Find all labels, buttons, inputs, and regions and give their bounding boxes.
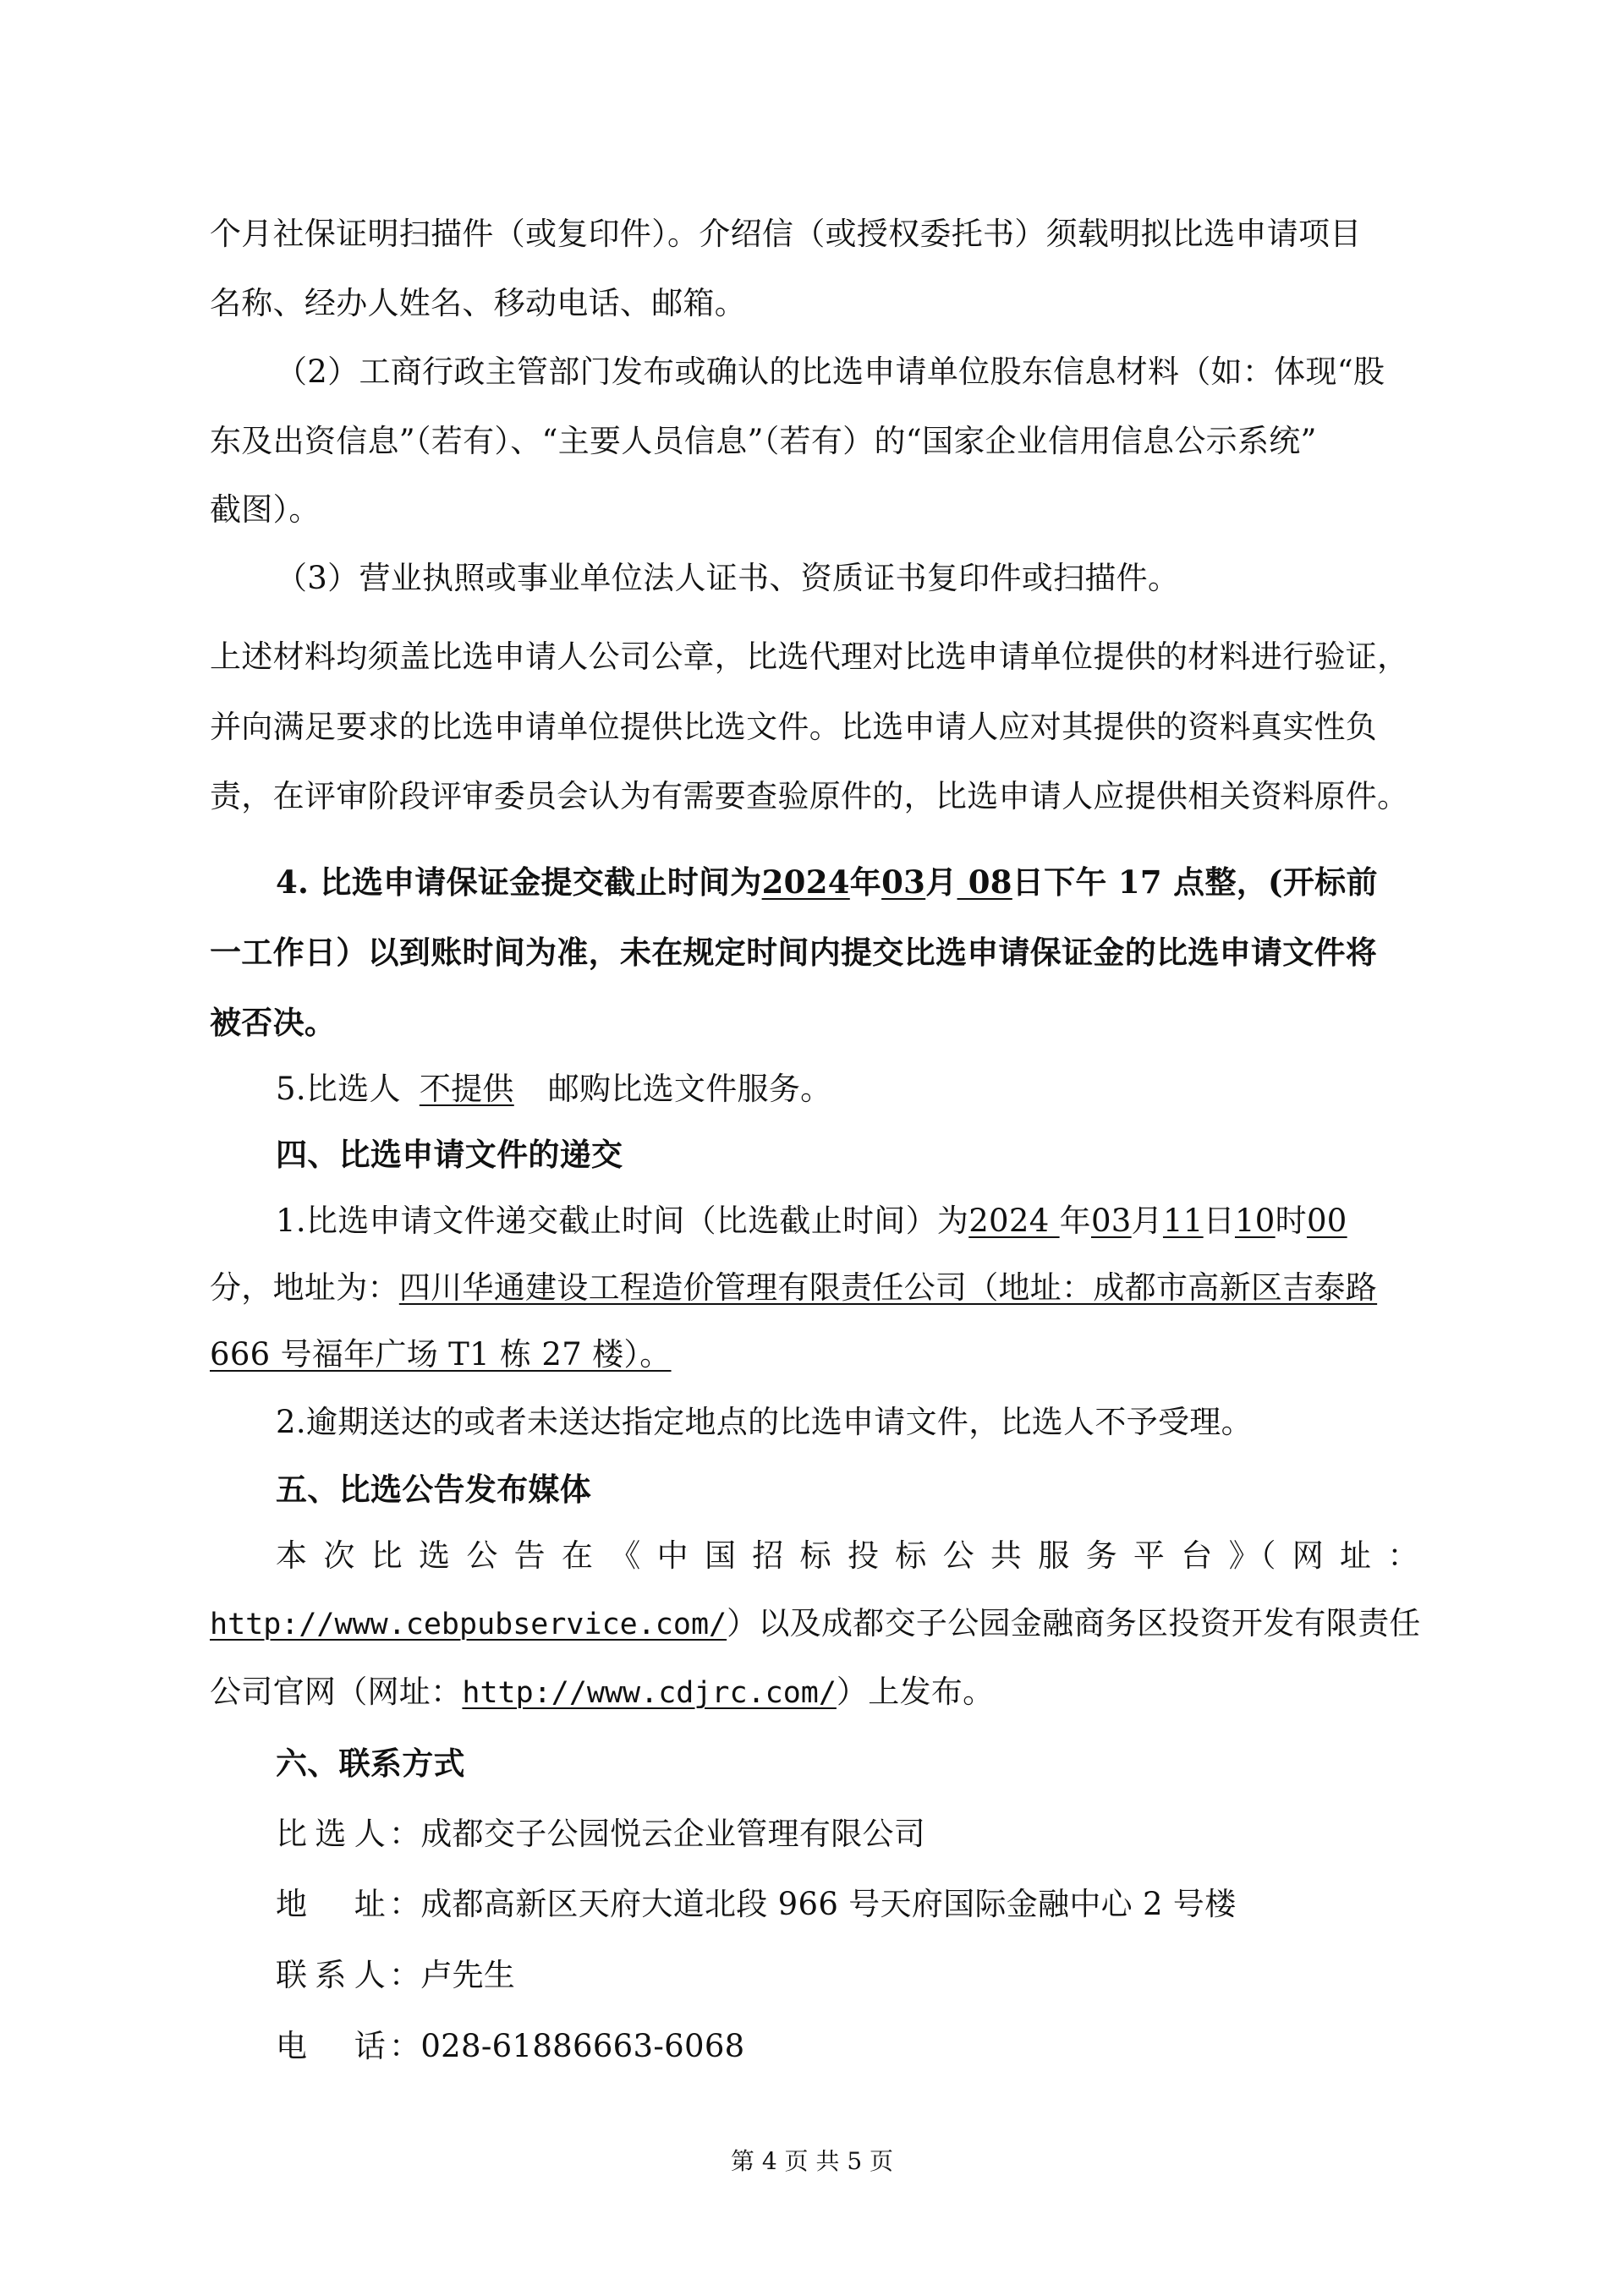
text-line: 东及出资信息”（若有）、“主要人员信息”（若有）的“国家企业信用信息公示系统”: [210, 423, 1317, 459]
page-number: 第 4 页 共 5 页: [730, 2147, 894, 2175]
submission-address-line: 666 号福年广场 T1 栋 27 楼）。: [210, 1336, 672, 1373]
text-line: 个月社保证明扫描件（或复印件）。介绍信（或授权委托书）须载明拟比选申请项目: [210, 216, 1362, 252]
text-line: 责，在评审阶段评审委员会认为有需要查验原件的，比选申请人应提供相关资料原件。: [210, 778, 1409, 814]
deposit-deadline-line: 4. 比选申请保证金提交截止时间为2024年03月 08日下午 17 点整，(开标前: [276, 863, 1378, 901]
submission-address: 四川华通建设工程造价管理有限责任公司（地址：成都市高新区吉泰路: [398, 1269, 1378, 1306]
contact-row-bidder: 比 选 人 ：成都交子公园悦云企业管理有限公司: [276, 1816, 926, 1852]
text-line: （2）工商行政主管部门发布或确认的比选申请单位股东信息材料（如：体现“股: [276, 353, 1385, 390]
contact-row-phone: 电 话 ：028-61886663-6068: [276, 2028, 745, 2064]
section-heading: 五、比选公告发布媒体: [276, 1471, 591, 1508]
text-line: 上述材料均须盖比选申请人公司公章，比选代理对比选申请单位提供的材料进行验证，: [210, 638, 1409, 675]
mail-order-line: 5.比选人 不提供 邮购比选文件服务。: [276, 1071, 832, 1107]
deposit-day: 08: [957, 863, 1012, 901]
cdjrc-link[interactable]: http://www.cdjrc.com/: [462, 1676, 837, 1710]
text-line: （3）营业执照或事业单位法人证书、资质证书复印件或扫描件。: [276, 560, 1180, 596]
contact-row-person: 联 系 人 ：卢先生: [276, 1957, 516, 1993]
media-line: 本 次 比 选 公 告 在 《 中 国 招 标 投 标 公 共 服 务 平 台 》（ 网 址 ：: [276, 1537, 1419, 1574]
section-heading: 六、联系方式: [276, 1745, 465, 1782]
text-line: 一工作日）以到账时间为准，未在规定时间内提交比选申请保证金的比选申请文件将: [210, 934, 1378, 971]
text-line: 2.逾期送达的或者未送达指定地点的比选申请文件，比选人不予受理。: [276, 1404, 1253, 1440]
text-line: 被否决。: [210, 1004, 337, 1041]
submission-address-line: 分，地址为：四川华通建设工程造价管理有限责任公司（地址：成都市高新区吉泰路: [210, 1269, 1378, 1306]
deposit-month: 03: [881, 863, 926, 901]
text-line: 截图）。: [210, 491, 321, 528]
submission-deadline-line: 1.比选申请文件递交截止时间（比选截止时间）为2024 年03月11日10时00: [276, 1203, 1347, 1239]
text-line: 并向满足要求的比选申请单位提供比选文件。比选申请人应对其提供的资料真实性负: [210, 709, 1378, 745]
mail-order-value: 不提供: [419, 1071, 514, 1107]
media-line: http://www.cebpubservice.com/）以及成都交子公园金融商务区投资开发有限责任: [210, 1605, 1421, 1641]
section-heading: 四、比选申请文件的递交: [276, 1136, 623, 1173]
text-line: 名称、经办人姓名、移动电话、邮箱。: [210, 285, 747, 321]
contact-row-address: 地 址 ：成都高新区天府大道北段 966 号天府国际金融中心 2 号楼: [276, 1886, 1237, 1922]
deposit-year: 2024: [761, 863, 850, 901]
media-line: 公司官网（网址：http://www.cdjrc.com/）上发布。: [210, 1674, 995, 1710]
cebpubservice-link[interactable]: http://www.cebpubservice.com/: [210, 1608, 727, 1641]
